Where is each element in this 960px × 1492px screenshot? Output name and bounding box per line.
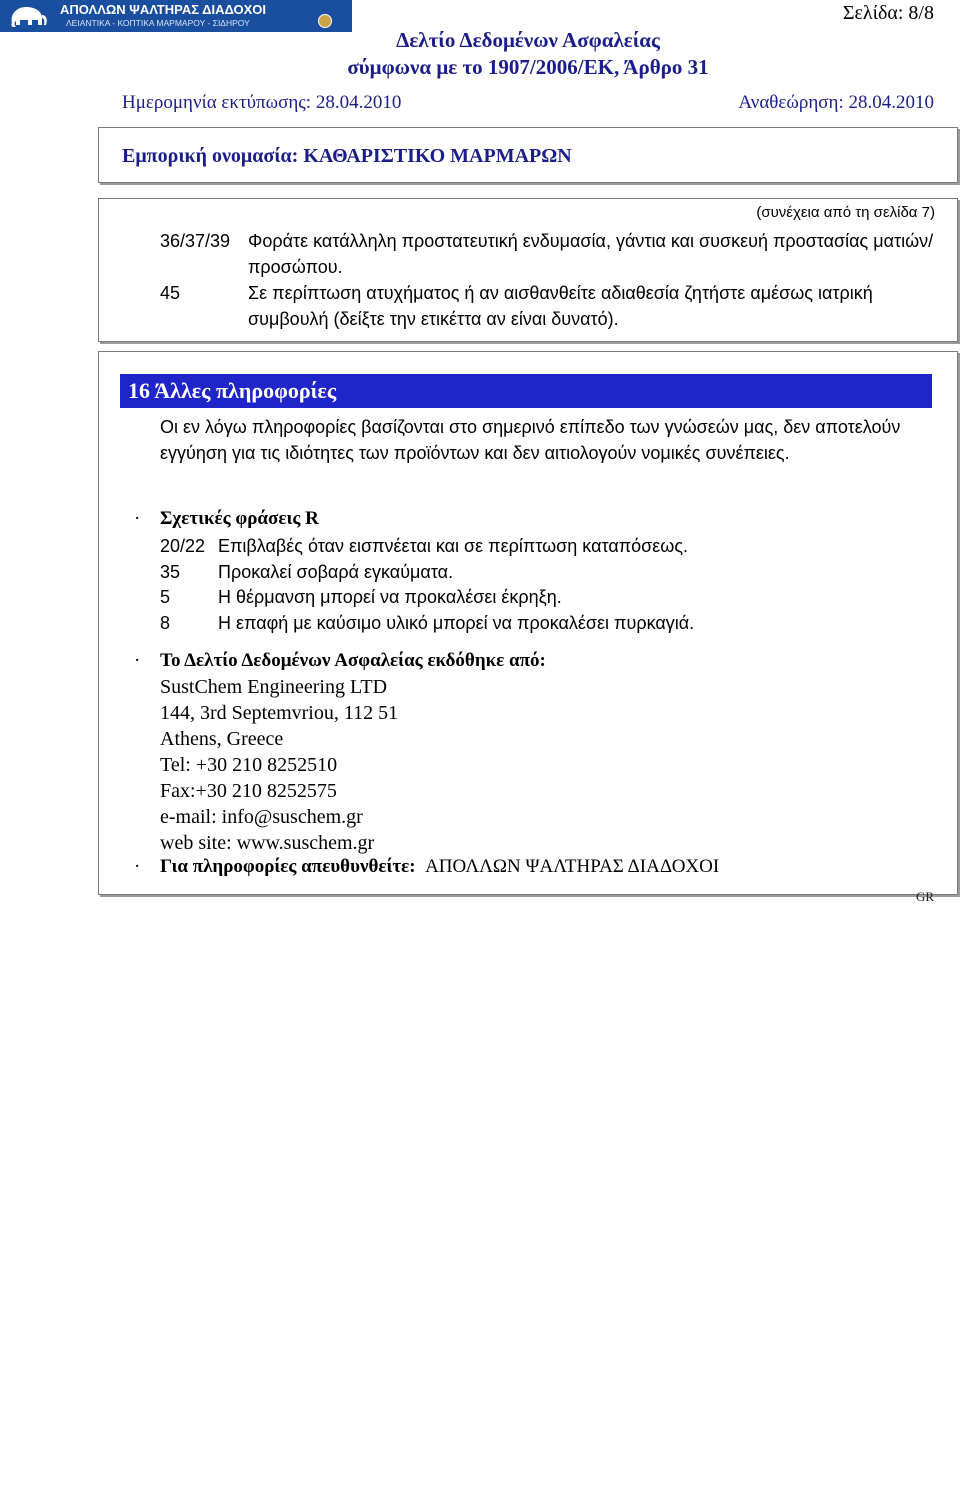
- issuer-line: Athens, Greece: [160, 728, 284, 750]
- logo-tagline: ΛΕΙΑΝΤΙΚΑ - ΚΟΠΤΙΚΑ ΜΑΡΜΑΡΟΥ - ΣΙΔΗΡΟΥ: [66, 18, 250, 28]
- r-phrase-code: 35: [160, 562, 181, 582]
- revision-date: Αναθεώρηση: 28.04.2010: [738, 92, 934, 113]
- bullet: ·: [134, 508, 141, 529]
- r-phrases-heading: [134, 508, 319, 530]
- phrase-code: 45: [160, 283, 181, 303]
- phrase-text: Φοράτε κατάλληλη προστατευτική ενδυμασία, γάντια και συσκευή προστασίας ματιών/προσώπου.: [248, 231, 934, 277]
- phrase-code: 36/37/39: [160, 231, 231, 251]
- phrase-text: Σε περίπτωση ατυχήματος ή αν αισθανθείτε αδιαθεσία ζητήστε αμέσως ιατρική συμβουλή (δείξτε την ετικέττα αν είναι δυνατό).: [248, 283, 873, 329]
- bullet: ·: [134, 650, 141, 671]
- continued-note: (συνέχεια από τη σελίδα 7): [756, 204, 935, 221]
- issuer-line: SustChem Engineering LTD: [160, 676, 388, 698]
- r-phrase-item: [160, 533, 688, 559]
- issued-by-heading: [134, 650, 546, 672]
- r-phrase-item: [160, 610, 694, 636]
- contact-line: [134, 856, 719, 878]
- issuer-line: e-mail: info@suschem.gr: [160, 806, 363, 828]
- section-16-box: [98, 351, 958, 895]
- r-phrase-item: [160, 584, 562, 610]
- issued-by-title: Το Δελτίο Δεδομένων Ασφαλείας εκδόθηκε από:: [160, 650, 546, 671]
- issuer-line: Fax:+30 210 8252575: [160, 780, 337, 802]
- r-phrase-text: Η επαφή με καύσιμο υλικό μπορεί να προκαλέσει πυρκαγιά.: [218, 613, 695, 633]
- logo-company-name: ΑΠΟΛΛΩΝ ΨΑΛΤΗΡΑΣ ΔΙΑΔΟΧΟΙ: [60, 2, 267, 17]
- issuer-line: 144, 3rd Septemvriou, 112 51: [160, 702, 399, 724]
- print-date: Ημερομηνία εκτύπωσης: 28.04.2010: [122, 92, 402, 113]
- r-phrases-title: Σχετικές φράσεις R: [160, 508, 319, 529]
- r-phrase-code: 20/22: [160, 536, 206, 556]
- r-phrase-text: Προκαλεί σοβαρά εγκαύματα.: [218, 562, 454, 582]
- contact-value: ΑΠΟΛΛΩΝ ΨΑΛΤΗΡΑΣ ΔΙΑΔΟΧΟΙ: [425, 856, 720, 877]
- r-phrase-text: Η θέρμανση μπορεί να προκαλέσει έκρηξη.: [218, 587, 562, 607]
- issuer-line: Tel: +30 210 8252510: [160, 754, 338, 776]
- section-header: [120, 374, 932, 408]
- safety-phrase: [160, 228, 950, 280]
- date-row: [122, 92, 934, 114]
- document-subtitle: σύμφωνα με το 1907/2006/ΕΚ, Άρθρο 31: [347, 55, 709, 79]
- elephant-logo-icon: [6, 3, 50, 29]
- disclaimer-paragraph: Οι εν λόγω πληροφορίες βασίζονται στο σημερινό επίπεδο των γνώσεών μας, δεν αποτελούν εγγύηση για τις ιδιότητες των προϊόντων και δεν αιτιολογούν νομικές συνέπειες.: [160, 417, 901, 463]
- issuer-line: web site: www.suschem.gr: [160, 832, 375, 854]
- r-phrase-item: [160, 559, 453, 585]
- contact-label: Για πληροφορίες απευθυνθείτε:: [160, 856, 416, 877]
- logo-seal-icon: [318, 14, 332, 28]
- trade-name: Εμπορική ονομασία: ΚΑΘΑΡΙΣΤΙΚΟ ΜΑΡΜΑΡΩΝ: [122, 145, 572, 167]
- r-phrase-code: 5: [160, 587, 171, 607]
- continuation-box: [98, 198, 958, 342]
- bullet: ·: [134, 856, 141, 877]
- r-phrase-text: Επιβλαβές όταν εισπνέεται και σε περίπτωση καταπόσεως.: [218, 536, 689, 556]
- language-code: GR: [916, 889, 935, 904]
- document-title: Δελτίο Δεδομένων Ασφαλείας: [396, 28, 660, 52]
- page-number: Σελίδα: 8/8: [842, 2, 934, 24]
- safety-phrase: [160, 280, 950, 332]
- r-phrase-code: 8: [160, 613, 171, 633]
- section-title: 16 Άλλες πληροφορίες: [128, 378, 337, 403]
- product-name-box: [98, 127, 958, 183]
